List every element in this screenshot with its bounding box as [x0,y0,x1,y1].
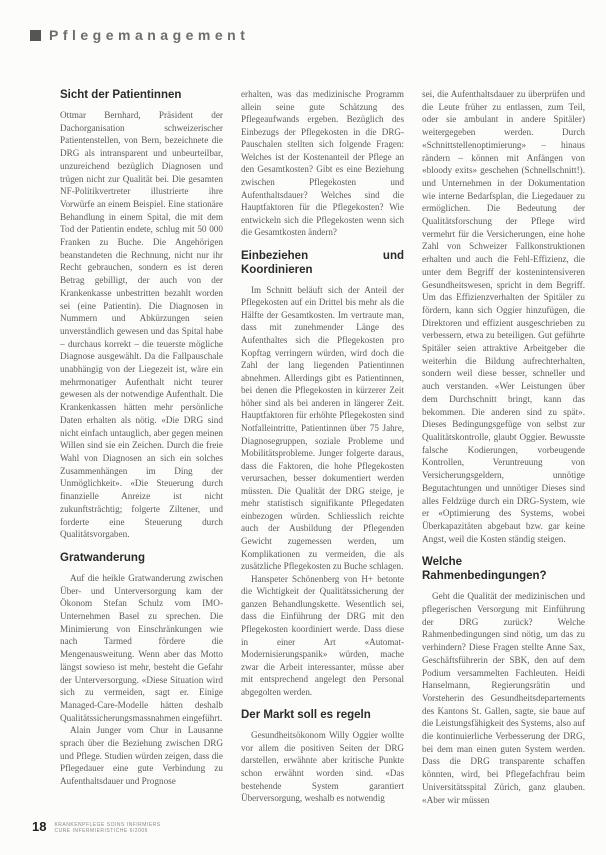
section-marker-square [30,30,41,41]
heading-einbeziehen-und-koordinieren: Einbeziehen und Koordinieren [241,249,404,276]
page-footer [32,819,161,834]
page-number: 18 [32,819,47,834]
paragraph: Ottmar Bernhard, Präsident der Dachorganisation schweizerischer Patientenstellen, von Bern, bezeichnete die DRG als intransparent und unbeurteilbar, unzureichend bezüglich Diagnosen und trügen nicht zur Qualität bei. Die gesamten NF-Politikvertreter illustrierte ihre Vorwürfe an einem Beispiel. Eine stationäre Behandlung in einem Spital, die mit dem Tod der Patientin endete, schlug mit 50 000 Franken zu Buche. Die Angehörigen beanstandeten die Rechnung, nicht nur ihr Recht gebrauchen, sondern es ist deren Betrag gebilligt, der auch von der Krankenkasse unbestritten bezahlt worden sei (eine Patientin). Die Diagnosen in Nummern und Abkürzungen seien unverständlich gewesen und das Spital habe – durchaus korrekt – die teuerste mögliche Diagnose ausgewählt. Da die Fallpauschale unabhängig von der Liegezeit ist, wäre ein mehrmonatiger Aufenthalt nicht teurer gewesen als der notwendige Aufenthalt. Die Krankenkassen hätten mehr persönliche Daten erhalten als nötig. «Die DRG sind nicht einfach untauglich, aber gegen meinen Willen sind sie ein Zeichen. Durch die freie Wahl von Diagnosen an sich ein solches Zusammenhängen im Ding der Unmöglichkeit». «Die Steuerung durch finanzielle Anreize ist nicht zukunftsträchtig; folgerte Ziltener, und forderte eine Steuerung durch Qualitätsvorgaben. [60,110,223,540]
paragraph: Hanspeter Schönenberg von H+ betonte die Wichtigkeit der Qualitätssicherung der ganzen Behandlungskette. Wesentlich sei, dass die Einführung der DRG mit den Pflegekosten koordiniert werde. Dass diese in einer Art «Automat-Modernisierungspanik» würden, mache zwar die Arbeit interessanter, müsse aber mit entsprechend angelegt den Personal abgegolten werden. [241,573,404,697]
paragraph: Alain Junger vom Chur in Lausanne sprach über die Beziehung zwischen DRG und Pflege. Studien würden zeigen, dass die Pflegedauer eine gute Verbindung zu Aufenthaltsdauer und Prognose [60,725,223,787]
publication-line: CURE INFERMIERISTICHE 6/2006 [54,828,148,834]
paragraph: Im Schnitt beläuft sich der Anteil der Pflegekosten auf ein Drittel bis mehr als die Hälfte der Gesamtkosten. Im vertraute man, dass mit zunehmender Länge des Aufenthaltes sich die Pflegekosten pro Kopftag verringern würden, wird doch die Zahl der lang liegenden Patientinnen abnehmen. Allerdings gibt es Patientinnen, bei denen die Pflegekosten in kürzerer Zeit höher sind als bei anderen in längerer Zeit. Hauptfaktoren für erhöhte Pflegekosten sind Notfalleintritte, Patientinnen über 75 Jahre, Diagnosegruppen, soziale Probleme und Mobilitätsprobleme. Junger folgerte daraus, dass die Faktoren, die hohe Pflegekosten verursachen, besser dokumentiert werden müssten. Die Qualität der DRG steige, je mehr statistisch signifikante Pflegedaten einbezogen würden. Schliesslich reichte auch der Ausbildung der Pflegenden Gewicht zugemessen werden, um Komplikationen zu vermeiden, die als zusätzliche Pflegekosten zu Buche schlagen. [241,284,404,572]
page-header [30,27,249,43]
column-3 [422,88,585,806]
heading-der-markt-soll-es-regeln: Der Markt soll es regeln [241,709,371,722]
section-title: Pflegemanagement [49,27,250,43]
heading-gratwanderung: Gratwanderung [60,551,145,564]
paragraph: erhalten, was das medizinische Programm allein seine gute Schätzung des Pflegeaufwands ergeben. Bezüglich des Einbezugs der Pflegekosten in die DRG-Pauschalen stellten sich folgende Fragen: Welches ist der Kostenanteil der Pflege an den Gesamtkosten? Gibt es eine Beziehung zwischen Pflegekosten und Aufenthaltsdauer? Welches sind die Hauptfaktoren für die Pflegekosten? Wie entwickeln sich die Pflegekosten wenn sich die Gesamtkosten ändern? [241,89,404,238]
heading-welche-rahmenbedingungen: Welche Rahmenbedingungen? [422,556,547,583]
column-2 [241,88,404,805]
paragraph: Auf die heikle Gratwanderung zwischen Über- und Unterversorgung kam der Ökonom Stefan Schulz vom IMO-Unternehmen Basel zu sprechen. Die Minimierung von Einschränkungen wie nach Tarmed fördere die Mengenausweitung. Wenn aber das Motto längst sowieso ist mehr, besteht die Gefahr der Unterversorgung. «Diese Situation wird sich zu vermeiden, sagt er. Einige Managed-Care-Modelle hätten deshalb Qualitätssicherungsmassnahmen eingeführt. [60,572,223,723]
paragraph: sei, die Aufenthaltsdauer zu überprüfen und die Leute früher zu entlassen, zum Teil, oder sie ambulant in andere Spitäler) weitergegeben werden. Durch «Schnittstellenoptimierung» – hinaus rändern – können mit Anfängen von «bloody exits» geschehen (Schnellschnitt!). und Unternehmen in der Dokumentation wie interne Bedarfsplan, die Liegedauer zu ermöglichen. Die Bedeutung der Qualitätsforschung der Pflege wird vermehrt für die Versicherungen, eine hohe Zahl von Schweizer Fallkonstruktionen erhalten und auch die Fehl-Effizienz, die unter dem Begriff der kostenintensiveren Gesundheitswesen, spricht in dem Begriff. Um das Effizienzverhalten der Spitäler zu fördern, kann sich Oggier hinzufügen, die Direktoren und effizient ausgeschrieben zu verbessern, etwa zu beteiligen. Gut geführte Spitäler seien attraktive Arbeitgeber die weiterhin die Bildung aufrechterhalten, sondern weil diese besser, schneller und auch verstanden. «Wer Leistungen über dem Durchschnitt bringt, kann das bekommen. Die anderen sind zu spät». Dieses Bedingungsgefüge von selbst zur Qualitätskontrolle, glaubt Oggier. Bewusste falsche Kodierungen, vorbeugende Kontrollen, Veruntreuung von Versicherungsgeldern, unnötige Begutachtungen und unnötiger Dieses sind alles Feldzüge durch ein DRG-System, wie er «Optimierung des Systems, wobei Überkapazitäten abgebaut bzw. gar keine Angst, weil die Kosten ständig steigen. [422,89,585,544]
paragraph: Gesundheitsökonom Willy Oggier wollte vor allem die positiven Seiten der DRG darstellen, erwähnte aber kritische Punkte schon erwähnt worden sind. «Das bestehende System garantiert Überversorgung, weshalb es notwendig [241,730,404,804]
heading-sicht-der-patientinnen: Sicht der Patientinnen [60,89,182,101]
publication-info [54,822,160,834]
paragraph: Geht die Qualität der medizinischen und pflegerischen Versorgung mit Einführung der DRG zurück? Welche Rahmenbedingungen sind nötig, um das zu verhindern? Diese Fragen stellte Anne Sax, Geschäftsführerin der SBK, den auf dem Podium versammelten Fachleuten. Heidi Hanselmann, Regierungsrätin und Vorsteherin des Gesundheitsdepartements des Kantons St. Gallen, sagte, sie baue auf die Leistungsfähigkeit des Systems, also auf die kontinuierliche Verbesserung der DRG, bei dem man einen guten System werden. Dass die DRG transparente schaffen könnten, wird, bei Pflegefachfrau beim Universitätsspital Zürich, ganz glauben. «Aber wir müssen [422,591,585,805]
column-1 [60,88,223,788]
publication-line: KRANKENPFLEGE SOINS INFIRMIERS [54,822,161,828]
